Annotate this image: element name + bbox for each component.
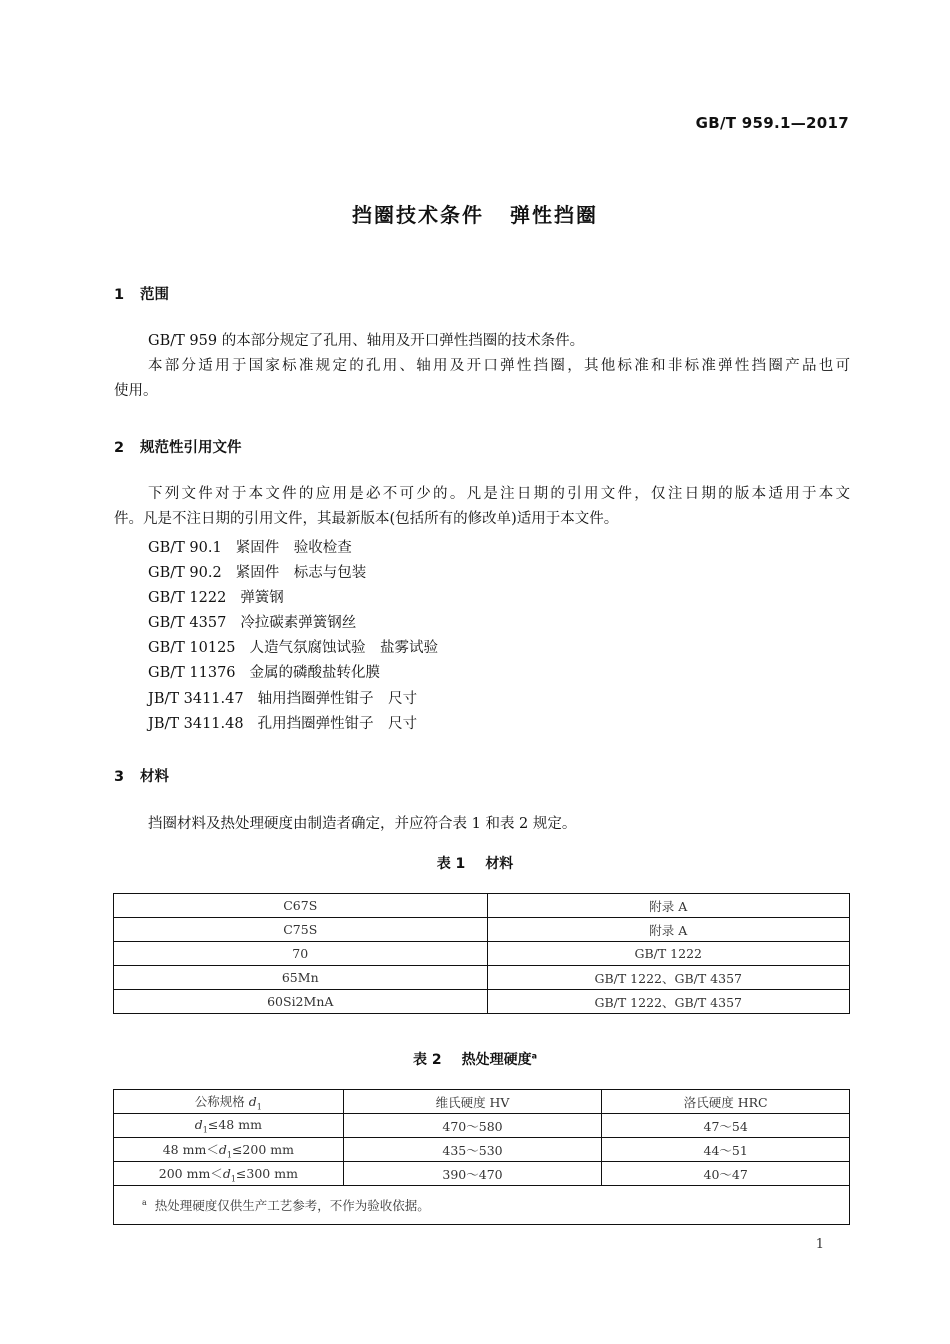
table-row: $d_1\le 48$ mm 470～580 47～54 xyxy=(114,1114,850,1138)
page-number: 1 xyxy=(815,1237,824,1252)
table-row: 48 $mm<d_1\le 200$ mm 435～530 44～51 xyxy=(114,1138,850,1162)
scope-paragraph-1: GB/T 959 的本部分规定了孔用、轴用及开口弹性挡圈的技术条件。 xyxy=(148,333,585,349)
reference-item: JB/T 3411.48 孔用挡圈弹性钳子 尺寸 xyxy=(148,716,418,732)
section-heading-scope xyxy=(114,283,169,304)
table-note-row: $^a$ 热处理硬度仅供生产工艺参考，不作为验收依据。 xyxy=(114,1186,850,1225)
title-part1: 挡圈技术条件 xyxy=(352,203,484,227)
section-title: 规范性引用文件 xyxy=(140,440,242,456)
reference-item: GB/T 90.1 紧固件 验收检查 xyxy=(148,540,352,556)
normative-intro-line1: 下列文件对于本文件的应用是必不可少的。凡是注日期的引用文件，仅注日期的版本适用于本文 xyxy=(148,486,850,502)
section-title: 范围 xyxy=(140,287,169,303)
scope-paragraph-2-line1: 本部分适用于国家标准规定的孔用、轴用及开口弹性挡圈，其他标准和非标准弹性挡圈产品也可 xyxy=(148,358,850,374)
reference-item: GB/T 11376 金属的磷酸盐转化膜 xyxy=(148,665,381,681)
table2-caption: 表 2 热处理硬度$^a$ xyxy=(412,1051,538,1068)
table-row: 65Mn GB/T 1222、GB/T 4357 xyxy=(114,966,850,990)
reference-item: GB/T 10125 人造气氛腐蚀试验 盐雾试验 xyxy=(148,640,439,656)
reference-item: GB/T 4357 冷拉碳素弹簧钢丝 xyxy=(148,615,357,631)
reference-item: GB/T 90.2 紧固件 标志与包装 xyxy=(148,565,367,581)
section-number: 3 xyxy=(114,769,125,785)
table-row: C75S 附录 A xyxy=(114,918,850,942)
section-number: 1 xyxy=(114,287,125,303)
section-heading-normative xyxy=(114,436,242,457)
section-heading-materials xyxy=(114,765,169,786)
materials-intro: 挡圈材料及热处理硬度由制造者确定，并应符合表 1 和表 2 规定。 xyxy=(148,816,577,832)
normative-intro-line2: 件。凡是不注日期的引用文件，其最新版本(包括所有的修改单)适用于本文件。 xyxy=(114,511,619,527)
table1-caption: 表 1 材料 xyxy=(436,856,514,872)
reference-item: JB/T 3411.47 轴用挡圈弹性钳子 尺寸 xyxy=(148,691,418,707)
scope-paragraph-2-line2: 使用。 xyxy=(114,383,158,399)
table-row: 60Si2MnA GB/T 1222、GB/T 4357 xyxy=(114,990,850,1014)
standard-number: GB/T 959.1—2017 xyxy=(695,114,849,132)
document-title xyxy=(0,199,950,228)
table-row: 200 $mm<d_1\le 300$ mm 390～470 40～47 xyxy=(114,1162,850,1186)
title-part2: 弹性挡圈 xyxy=(510,203,598,227)
table1-materials xyxy=(113,893,850,1014)
table-header-row: 公称规格 $d_1$ 维氏硬度 HV 洛氏硬度 HRC xyxy=(114,1090,850,1114)
section-number: 2 xyxy=(114,440,125,456)
reference-item: GB/T 1222 弹簧钢 xyxy=(148,590,284,606)
table2-heat-treatment xyxy=(113,1089,850,1225)
table-row: 70 GB/T 1222 xyxy=(114,942,850,966)
section-title: 材料 xyxy=(140,769,169,785)
table-row: C67S 附录 A xyxy=(114,894,850,918)
